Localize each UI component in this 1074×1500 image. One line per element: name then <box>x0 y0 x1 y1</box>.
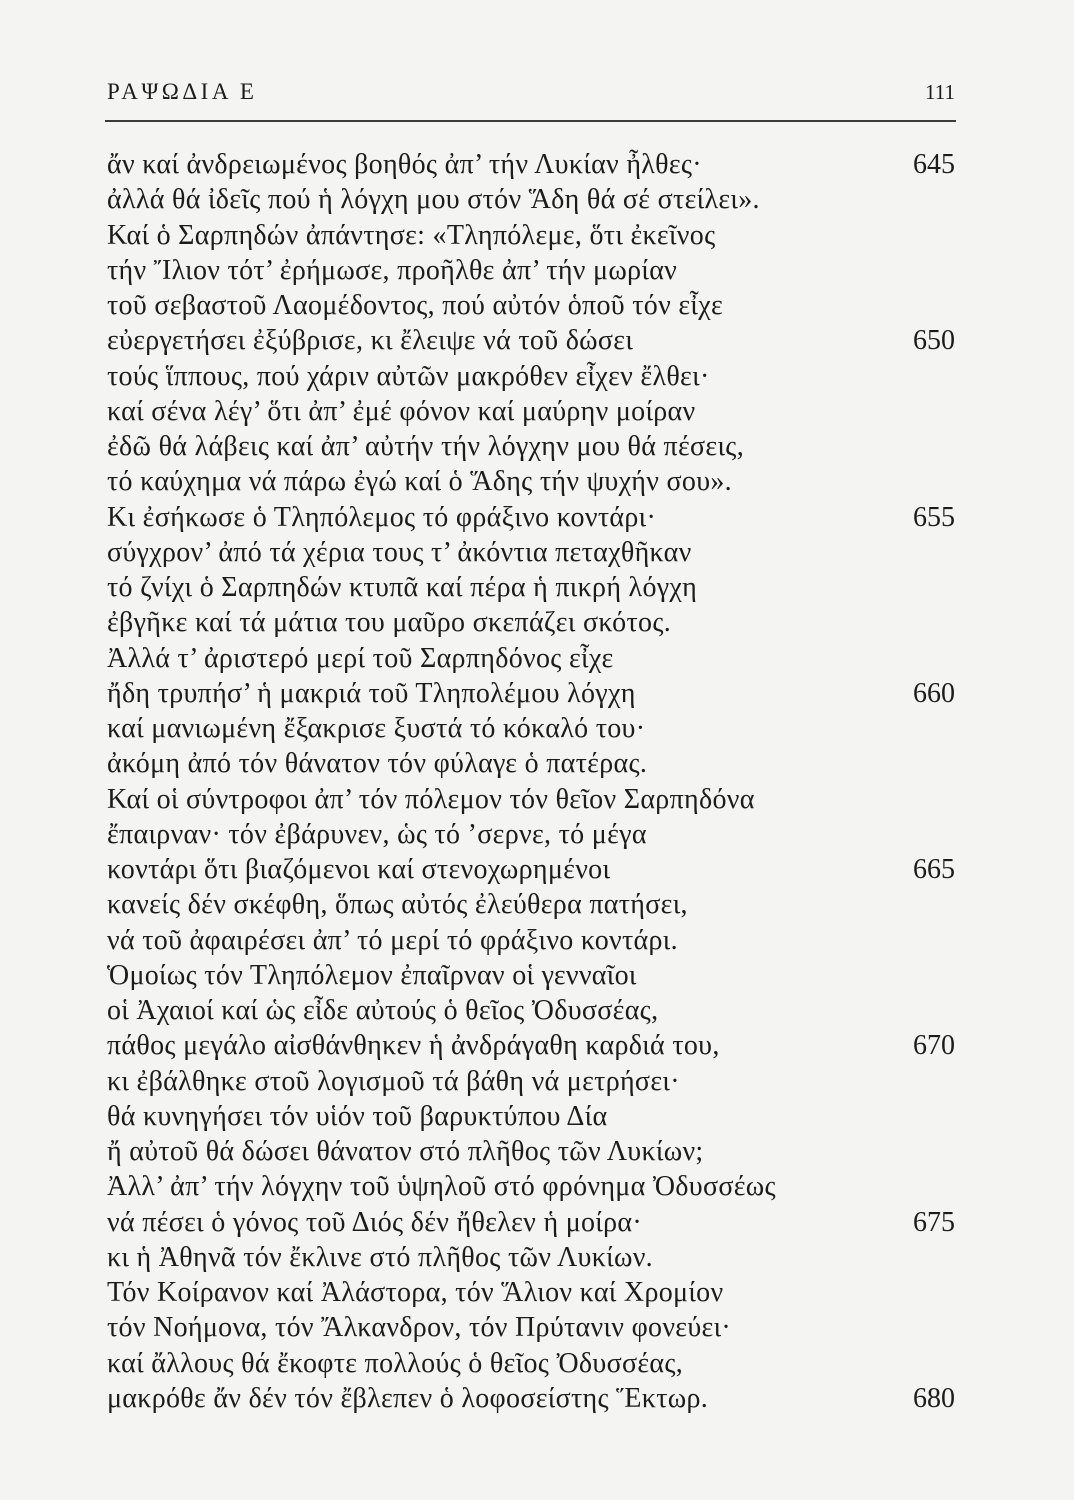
verse-text: Καί οἱ σύντροφοι ἀπ’ τόν πόλεμον τόν θεῖον Σαρπηδόνα <box>107 783 755 815</box>
verse-text: Τόν Κοίρανον καί Ἀλάστορα, τόν Ἅλιον καί Χρομίον <box>107 1277 724 1308</box>
verse-text: νά τοῦ ἀφαιρέσει ἀπ’ τό μερί τό φράξινο κοντάρι. <box>107 924 678 956</box>
verse-line <box>107 464 955 499</box>
verse-text: κοντάρι ὅτι βιαζόμενοι καί στενοχωρημένοι <box>107 854 611 885</box>
verse-line <box>107 958 955 993</box>
verse-text: νά πέσει ὁ γόνος τοῦ Διός δέν ἤθελεν ἡ μοίρα· <box>107 1206 642 1238</box>
verse-text: σύγχρον’ ἀπό τά χέρια τους τ’ ἀκόντια πεταχθῆκαν <box>107 536 692 568</box>
verse-line <box>107 641 955 676</box>
line-number: 650 <box>913 325 955 357</box>
verse-text: τό καύχημα νά πάρω ἐγώ καί ὁ Ἅδης τήν ψυχήν σου». <box>107 466 732 498</box>
verse-line <box>107 1310 955 1345</box>
verse-text: μακρόθε ἄν δέν τόν ἔβλεπεν ὁ λοφοσείστης Ἕκτωρ. <box>107 1382 709 1414</box>
verse-text: κανείς δέν σκέφθη, ὅπως αὐτός ἐλεύθερα πατήσει, <box>107 889 688 921</box>
line-number: 665 <box>913 854 955 885</box>
verse-text: ἐβγῆκε καί τά μάτια του μαῦρο σκεπάζει σκότος. <box>107 607 672 639</box>
verse-text: θά κυνηγήσει τόν υἱόν τοῦ βαρυκτύπου Δία <box>107 1100 608 1132</box>
verse-line <box>107 1169 955 1204</box>
verse-text: πάθος μεγάλο αἰσθάνθηκεν ἡ ἀνδράγαθη καρδιά του, <box>107 1030 720 1062</box>
line-number: 645 <box>913 149 955 180</box>
verse-text: Ἀλλ’ ἀπ’ τήν λόγχην τοῦ ὑψηλοῦ στό φρόνημα Ὀδυσσέως <box>107 1171 776 1203</box>
verse-text: οἱ Ἀχαιοί καί ὡς εἶδε αὐτούς ὁ θεῖος Ὀδυσσέας, <box>107 995 659 1026</box>
verse-text: ἄν καί ἀνδρειωμένος βοηθός ἀπ’ τήν Λυκίαν ἦλθες· <box>107 149 702 180</box>
verse-line <box>107 852 955 887</box>
verse-text: κι ἐβάλθηκε στοῦ λογισμοῦ τά βάθη νά μετρήσει· <box>107 1065 680 1097</box>
verse-text: τό ζνίχι ὁ Σαρπηδών κτυπᾶ καί πέρα ἡ πικρή λόγχη <box>107 572 698 603</box>
line-number: 675 <box>913 1206 955 1238</box>
verse-text: τοῦ σεβαστοῦ Λαομέδοντος, πού αὐτόν ὁποῦ τόν εἶχε <box>107 290 724 321</box>
verse-text: καί ἄλλους θά ἔκοφτε πολλούς ὁ θεῖος Ὀδυσσέας, <box>107 1347 684 1379</box>
line-number: 680 <box>913 1382 955 1414</box>
page-header <box>107 79 955 105</box>
verse-line <box>107 993 955 1028</box>
verse-line <box>107 1275 955 1310</box>
verse-line <box>107 923 955 958</box>
verse-line <box>107 746 955 781</box>
verse-line <box>107 500 955 535</box>
chapter-title: ΡΑΨΩΔΙΑ Ε <box>107 79 258 104</box>
verse-line <box>107 323 955 358</box>
verse-line <box>107 817 955 852</box>
verse-line <box>107 182 955 217</box>
line-number: 660 <box>913 677 955 709</box>
verse-line <box>107 218 955 253</box>
verse-text: ἤ αὐτοῦ θά δώσει θάνατον στό πλῆθος τῶν Λυκίων; <box>107 1136 704 1167</box>
verse-line <box>107 711 955 746</box>
verse-line <box>107 605 955 640</box>
verse-line <box>107 1381 955 1416</box>
verse-line <box>107 1205 955 1240</box>
verse-text: καί σένα λέγ’ ὅτι ἀπ’ ἐμέ φόνον καί μαύρην μοίραν <box>107 395 696 427</box>
verse-line <box>107 1240 955 1275</box>
line-number: 670 <box>913 1030 955 1062</box>
page-number: 111 <box>925 80 955 104</box>
verse-line <box>107 535 955 570</box>
verse-line <box>107 394 955 429</box>
verse-text: ἤδη τρυπήσ’ ἡ μακριά τοῦ Τληπολέμου λόγχη <box>107 677 636 709</box>
verse-line <box>107 676 955 711</box>
verse-text: ἀκόμη ἀπό τόν θάνατον τόν φύλαγε ὁ πατέρας. <box>107 748 648 780</box>
verse-text: καί μανιωμένη ἔξακρισε ξυστά τό κόκαλό του· <box>107 713 646 744</box>
line-number: 655 <box>913 501 955 533</box>
verse-line <box>107 1064 955 1099</box>
verse-line <box>107 1346 955 1381</box>
verse-line <box>107 253 955 288</box>
verse-text: τόν Νοήμονα, τόν Ἄλκανδρον, τόν Πρύτανιν φονεύει· <box>107 1312 732 1344</box>
verse-line <box>107 288 955 323</box>
verse-line <box>107 887 955 922</box>
verse-text: τήν Ἴλιον τότ’ ἐρήμωσε, προῆλθε ἀπ’ τήν μωρίαν <box>107 254 678 286</box>
verse-line <box>107 1134 955 1169</box>
verse-line <box>107 429 955 464</box>
verse-text: Ὁμοίως τόν Τληπόλεμον ἐπαῖρναν οἱ γενναῖοι <box>107 959 637 991</box>
verse-text: ἔπαιρναν· τόν ἐβάρυνεν, ὡς τό ’σερνε, τό μέγα <box>107 818 647 850</box>
verse-line <box>107 782 955 817</box>
header-rule <box>105 120 956 122</box>
verse-line <box>107 147 955 182</box>
verse-body <box>107 147 955 1416</box>
verse-text: κι ἡ Ἀθηνᾶ τόν ἔκλινε στό πλῆθος τῶν Λυκίων. <box>107 1241 653 1273</box>
verse-line <box>107 570 955 605</box>
verse-text: ἀλλά θά ἰδεῖς πού ἡ λόγχη μου στόν Ἅδη θά σέ στείλει». <box>107 184 760 216</box>
verse-text: εὐεργετήσει ἐξύβρισε, κι ἔλειψε νά τοῦ δώσει <box>107 325 634 357</box>
verse-text: ἐδῶ θά λάβεις καί ἀπ’ αὐτήν τήν λόγχην μου θά πέσεις, <box>107 431 744 462</box>
verse-text: Κι ἐσήκωσε ὁ Τληπόλεμος τό φράξινο κοντάρι· <box>107 501 657 533</box>
verse-line <box>107 1028 955 1063</box>
verse-line <box>107 1099 955 1134</box>
verse-text: Καί ὁ Σαρπηδών ἀπάντησε: «Τληπόλεμε, ὅτι ἐκεῖνος <box>107 219 716 251</box>
verse-line <box>107 359 955 394</box>
verse-text: Ἀλλά τ’ ἀριστερό μερί τοῦ Σαρπηδόνος εἶχε <box>107 642 614 674</box>
verse-text: τούς ἵππους, πού χάριν αὐτῶν μακρόθεν εἶχεν ἔλθει· <box>107 360 710 392</box>
